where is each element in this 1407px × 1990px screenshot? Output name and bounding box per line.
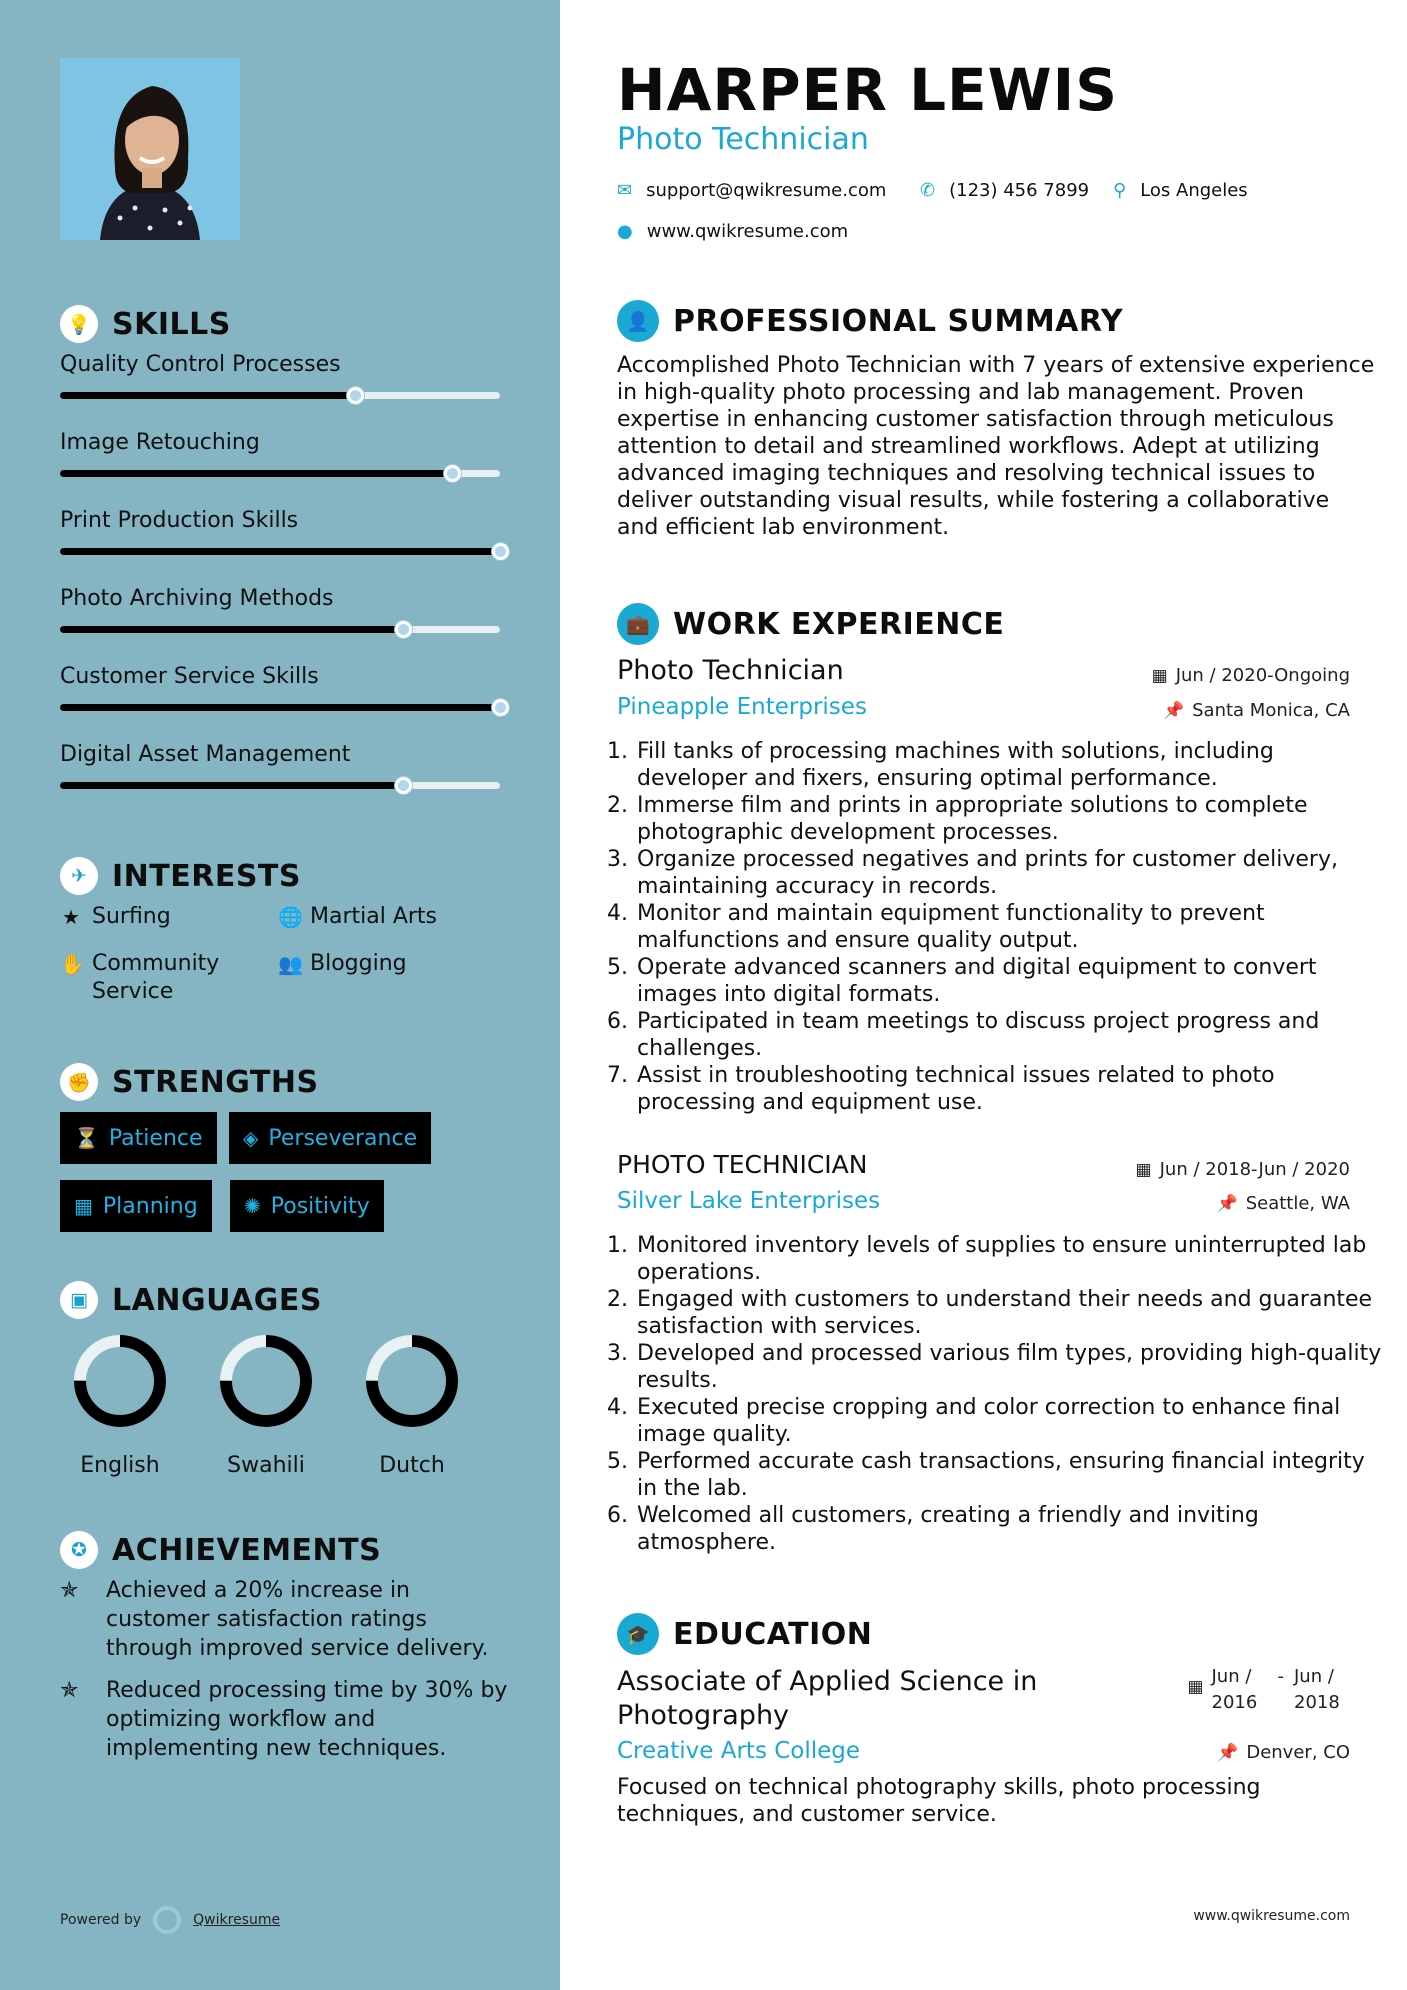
interest-label: Martial Arts (310, 904, 438, 929)
achievement-text: Achieved a 20% increase in customer satisfaction ratings through improved service delivery. (106, 1578, 489, 1661)
candidate-name: HARPER LEWIS (617, 56, 1118, 124)
achievement-item (60, 1676, 510, 1763)
skill-item (60, 430, 500, 455)
achievements-heading (60, 1531, 381, 1569)
strengths-heading (60, 1063, 319, 1101)
language-item (216, 1333, 316, 1478)
education-heading (617, 1613, 872, 1655)
calendar-icon: ▦ (1151, 665, 1168, 686)
candidate-role: Photo Technician (617, 122, 869, 157)
powered-by-label: Powered by (60, 1912, 142, 1928)
globe-icon: ● (617, 221, 633, 242)
skill-label: Print Production Skills (60, 508, 299, 533)
contact-email[interactable] (617, 180, 886, 201)
skill-label: Customer Service Skills (60, 664, 319, 689)
duty-item: 7. Assist in troubleshooting technical issues related to photo processing and equipment use. (635, 1062, 1387, 1116)
job-company: Silver Lake Enterprises (617, 1188, 881, 1214)
skill-item (60, 352, 500, 377)
education-degree: Associate of Applied Science in Photography (617, 1666, 1038, 1731)
skill-bar (60, 626, 500, 633)
phone-text: (123) 456 7899 (949, 180, 1090, 201)
duty-item: 3. Developed and processed various film types, providing high-quality results. (635, 1340, 1387, 1394)
language-label: Dutch (379, 1453, 445, 1478)
duty-item: 1. Fill tanks of processing machines with solutions, including developer and fixers, ensuring optimal performance. (635, 738, 1387, 792)
sidebar (0, 0, 560, 1990)
website-text: www.qwikresume.com (646, 221, 849, 242)
footer-url[interactable]: www.qwikresume.com (1193, 1908, 1350, 1924)
strength-tag (60, 1112, 217, 1164)
education-school: Creative Arts College (617, 1738, 861, 1764)
skill-bar-knob (492, 543, 509, 560)
job-location-text: Santa Monica, CA (1192, 700, 1350, 721)
experience-heading (617, 603, 1004, 645)
summary-title: PROFESSIONAL SUMMARY (673, 303, 1124, 339)
interest-item (60, 903, 171, 931)
skill-bar-fill (60, 392, 355, 399)
strength-tag (60, 1180, 212, 1232)
hand-icon: ✋ (60, 952, 85, 976)
achievement-text: Reduced processing time by 30% by optimizing workflow and implementing new techniques. (106, 1678, 508, 1761)
id-card-icon: ▣ (60, 1281, 98, 1319)
job-dates-text: Jun / 2018-Jun / 2020 (1159, 1159, 1350, 1180)
duty-item: 3. Organize processed negatives and prints for customer delivery, maintaining accuracy in records. (635, 846, 1387, 900)
job-location (1217, 1193, 1350, 1214)
paper-plane-icon: ✈ (60, 857, 98, 895)
location-text: Los Angeles (1140, 180, 1248, 201)
skill-bar (60, 548, 500, 555)
job-company: Pineapple Enterprises (617, 694, 867, 720)
duty-item: 2. Immerse film and prints in appropriate solutions to complete photographic development processes. (635, 792, 1387, 846)
job-title: PHOTO TECHNICIAN (617, 1150, 868, 1179)
skill-label: Digital Asset Management (60, 742, 351, 767)
skill-bar (60, 782, 500, 789)
skill-bar-knob (395, 777, 412, 794)
job-location (1163, 700, 1350, 721)
education-start: Jun / 2016 (1211, 1666, 1258, 1713)
calendar-icon: ▦ (1187, 1677, 1204, 1697)
skill-item (60, 742, 500, 767)
skill-bar (60, 392, 500, 399)
qwikresume-logo-icon (153, 1906, 181, 1934)
summary-text: Accomplished Photo Technician with 7 years of extensive experience in high-quality photo processing and lab management. Proven expertise in enhancing customer satisfaction through meticulous attention to detail and streamlined workflows. Adept at utilizing advanced imaging techniques and resolving technical issues to deliver outstanding visual results, while fostering a collaborative and efficient lab environment. (617, 353, 1375, 540)
shooting-star-icon: ✯ (60, 1578, 79, 1603)
skill-bar-knob (395, 621, 412, 638)
map-pin-icon: ⚲ (1113, 180, 1127, 201)
language-ring (72, 1333, 168, 1429)
duty-item: 5. Operate advanced scanners and digital equipment to convert images into digital formats. (635, 954, 1387, 1008)
language-label: Swahili (227, 1453, 305, 1478)
sun-icon: ✺ (244, 1194, 261, 1218)
interests-heading (60, 857, 301, 895)
hourglass-icon: ⏳ (74, 1126, 99, 1150)
calendar-icon: ▦ (1135, 1159, 1152, 1180)
language-label: English (80, 1453, 160, 1478)
duty-item: 1. Monitored inventory levels of supplies to ensure uninterrupted lab operations. (635, 1232, 1387, 1286)
pin-icon: 📌 (1217, 1742, 1239, 1763)
interest-item (278, 903, 437, 931)
main-content (560, 0, 1407, 1990)
interest-label: Blogging (310, 951, 407, 976)
strength-label: Perseverance (268, 1125, 418, 1151)
strength-tag (230, 1180, 384, 1232)
skill-bar-knob (347, 387, 364, 404)
education-location-text: Denver, CO (1246, 1742, 1350, 1763)
envelope-icon: ✉ (617, 180, 633, 201)
duty-item: 6. Participated in team meetings to discuss project progress and challenges. (635, 1008, 1387, 1062)
skill-item (60, 508, 500, 533)
interest-label: Surfing (92, 904, 171, 929)
strength-label: Positivity (270, 1193, 370, 1219)
skill-label: Photo Archiving Methods (60, 586, 334, 611)
achievements-title: ACHIEVEMENTS (112, 1532, 382, 1568)
duty-item: 4. Monitor and maintain equipment functionality to prevent malfunctions and ensure quality output. (635, 900, 1387, 954)
skill-item (60, 586, 500, 611)
strengths-title: STRENGTHS (112, 1064, 319, 1100)
education-title: EDUCATION (673, 1616, 873, 1652)
contact-website[interactable] (617, 221, 848, 242)
duty-item: 4. Executed precise cropping and color correction to enhance final image quality. (635, 1394, 1387, 1448)
job-dates-text: Jun / 2020-Ongoing (1175, 665, 1350, 686)
skill-bar-fill (60, 626, 403, 633)
skill-bar-knob (444, 465, 461, 482)
contact-location (1113, 180, 1248, 201)
interest-item (60, 950, 250, 1006)
duty-item: 2. Engaged with customers to understand their needs and guarantee satisfaction with services. (635, 1286, 1387, 1340)
shooting-star-icon: ✯ (60, 1678, 79, 1703)
achievement-item (60, 1576, 510, 1663)
languages-heading (60, 1281, 322, 1319)
skill-bar-fill (60, 470, 452, 477)
calendar-icon: ▦ (74, 1194, 93, 1218)
skill-bar-fill (60, 782, 403, 789)
job-duties (617, 738, 1387, 1116)
briefcase-icon: 💼 (617, 603, 659, 645)
skill-item (60, 664, 500, 689)
skill-bar-fill (60, 548, 500, 555)
languages-title: LANGUAGES (112, 1282, 322, 1318)
users-icon: 👥 (278, 952, 303, 976)
job-duties (617, 1232, 1387, 1556)
education-description: Focused on technical photography skills, photo processing techniques, and customer service. (617, 1775, 1261, 1827)
star-icon: ★ (62, 905, 80, 929)
experience-title: WORK EXPERIENCE (673, 606, 1005, 642)
qwikresume-link[interactable]: Qwikresume (193, 1912, 281, 1928)
skill-bar (60, 704, 500, 711)
job-title: Photo Technician (617, 655, 844, 686)
language-ring (364, 1333, 460, 1429)
skills-heading (60, 305, 231, 343)
strength-label: Patience (108, 1125, 203, 1151)
binoculars-icon: ◈ (243, 1126, 259, 1150)
phone-icon: ✆ (920, 180, 936, 201)
interest-item (278, 950, 407, 978)
skill-bar-knob (492, 699, 509, 716)
pin-icon: 📌 (1162, 700, 1185, 721)
user-icon: 👤 (617, 300, 659, 342)
job-dates (1152, 665, 1350, 686)
contact-phone[interactable] (920, 180, 1089, 201)
job-dates (1136, 1159, 1350, 1180)
skills-title: SKILLS (112, 306, 231, 342)
skill-label: Image Retouching (60, 430, 260, 455)
pin-icon: 📌 (1216, 1193, 1238, 1214)
graduation-cap-icon: 🎓 (617, 1613, 659, 1655)
job-location-text: Seattle, WA (1245, 1193, 1350, 1214)
strength-label: Planning (102, 1193, 198, 1219)
fist-icon: ✊ (60, 1063, 98, 1101)
profile-photo (60, 58, 240, 240)
date-separator: - (1277, 1666, 1284, 1687)
language-ring (218, 1333, 314, 1429)
duty-item: 6. Welcomed all customers, creating a friendly and inviting atmosphere. (635, 1502, 1387, 1556)
skill-label: Quality Control Processes (60, 352, 341, 377)
lightbulb-icon: 💡 (60, 305, 98, 343)
summary-heading (617, 300, 1123, 342)
education-dates (1187, 1664, 1350, 1716)
skill-bar (60, 470, 500, 477)
powered-by (60, 1906, 280, 1934)
interest-label: Community Service (92, 951, 220, 1004)
language-item (70, 1333, 170, 1478)
strength-tag (229, 1112, 431, 1164)
interests-title: INTERESTS (112, 858, 301, 894)
education-end: Jun / 2018 (1294, 1666, 1340, 1713)
education-location (1217, 1742, 1350, 1763)
globe-icon: 🌐 (278, 905, 303, 929)
star-badge-icon: ✪ (60, 1531, 98, 1569)
duty-item: 5. Performed accurate cash transactions, ensuring financial integrity in the lab. (635, 1448, 1387, 1502)
skill-bar-fill (60, 704, 500, 711)
email-text: support@qwikresume.com (646, 180, 887, 201)
language-item (362, 1333, 462, 1478)
